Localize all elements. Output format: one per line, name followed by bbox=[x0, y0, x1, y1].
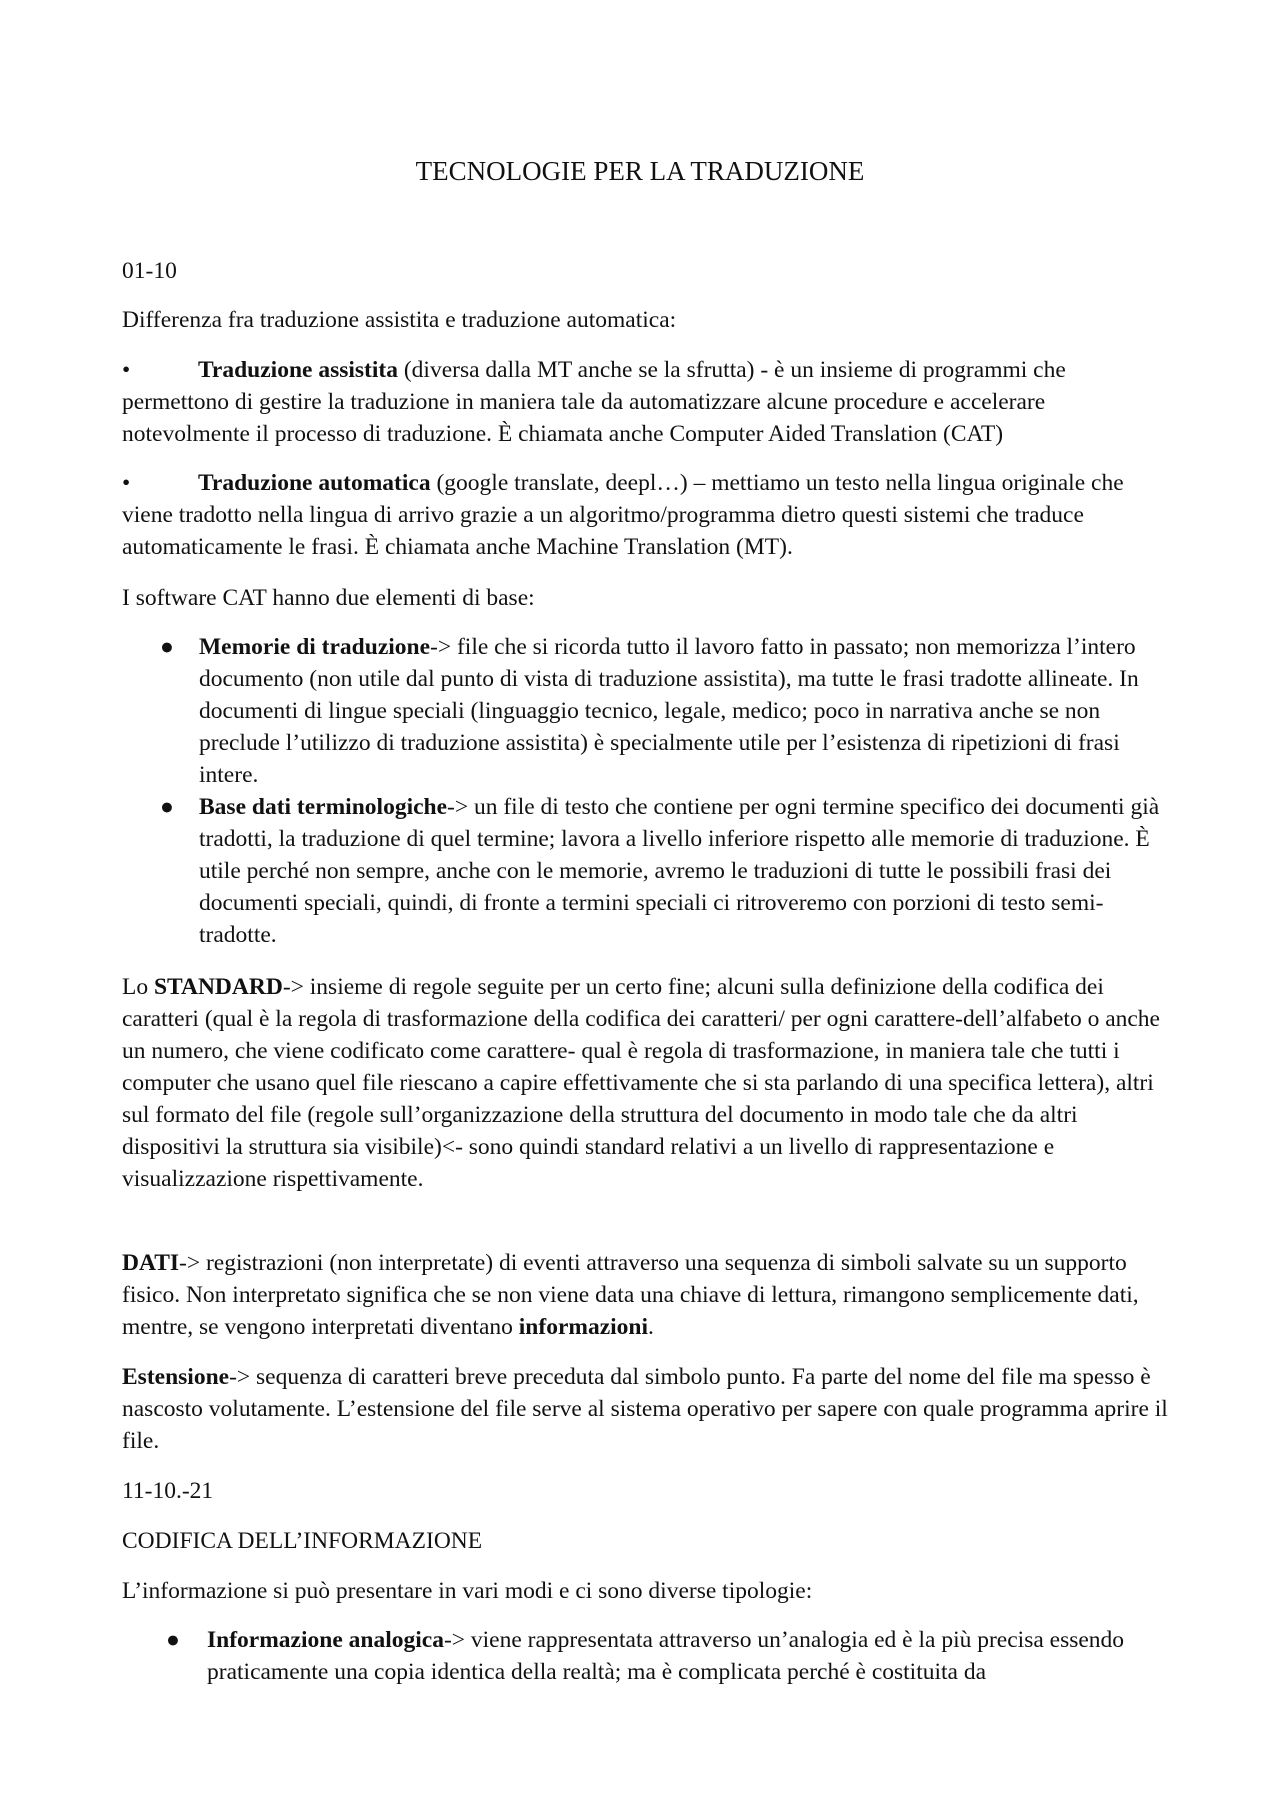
list-dot: ● bbox=[160, 634, 174, 659]
date-label-2: 11-10.-21 bbox=[122, 1478, 214, 1504]
term-info-analogica: Informazione analogica bbox=[207, 1627, 444, 1653]
cat-intro-paragraph: I software CAT hanno due elementi di base: bbox=[122, 585, 535, 611]
estensione-text: -> sequenza di caratteri breve preceduta dal simbolo punto. Fa parte del nome del file ma spesso è nascosto volutamente. L’estensione del file serve al sistema operativo per sapere con quale programma aprire il file. bbox=[122, 1364, 1168, 1454]
section-heading: CODIFICA DELL’INFORMAZIONE bbox=[122, 1528, 483, 1554]
list-dot: ● bbox=[160, 794, 174, 819]
intro-paragraph: Differenza fra traduzione assistita e traduzione automatica: bbox=[122, 307, 677, 333]
dati-paragraph bbox=[122, 1247, 1172, 1343]
term-traduzione-assistita: Traduzione assistita bbox=[198, 357, 398, 383]
list-item-text: -> viene rappresentata attraverso un’analogia ed è la più precisa essendo praticamente una copia identica della realtà; ma è complicata perché è costituita da bbox=[207, 1627, 1125, 1685]
term-estensione: Estensione bbox=[122, 1364, 230, 1390]
list-dot: ● bbox=[166, 1627, 180, 1652]
bullet-traduzione-automatica bbox=[122, 467, 1172, 563]
list-item-info-analogica bbox=[207, 1624, 1174, 1688]
dati-text: -> registrazioni (non interpretate) di eventi attraverso una sequenza di simboli salvate su un supporto fisico. Non interpretato significa che se non viene data una chiave di lettura, rimangono semplicemente dati, mentre, se vengono interpretati diventano bbox=[122, 1250, 1139, 1340]
estensione-paragraph bbox=[122, 1361, 1172, 1457]
dati-end: . bbox=[648, 1314, 654, 1340]
term-base-dati: Base dati terminologiche bbox=[199, 794, 448, 820]
standard-text: -> insieme di regole seguite per un certo fine; alcuni sulla definizione della codifica dei caratteri (qual è la regola di trasformazione della codifica dei caratteri/ per ogni carattere-dell’alfabeto o anche un numero, che viene codificato come carattere- qual è regola di trasformazione, in maniera tale che tutti i computer che usano quel file riescano a capire effettivamente che si sta parlando di una specifica lettera), altri sul formato del file (regole sull’organizzazione della struttura del documento in modo tale che da altri dispositivi la struttura sia visibile)<- sono quindi standard relativi a un livello di rappresentazione e visualizzazione rispettivamente. bbox=[122, 974, 1160, 1192]
date-label: 01-10 bbox=[122, 258, 177, 284]
page-title: TECNOLOGIE PER LA TRADUZIONE bbox=[415, 156, 865, 186]
term-standard: STANDARD bbox=[153, 974, 283, 1000]
list-item-base-dati bbox=[199, 791, 1174, 951]
term-traduzione-automatica: Traduzione automatica bbox=[198, 470, 431, 496]
bullet-text: (google translate, deepl…) – mettiamo un testo nella lingua originale che viene tradotto nella lingua di arrivo grazie a un algoritmo/programma dietro questi sistemi che traduce automaticamente le frasi. È chiamata anche Machine Translation (MT). bbox=[122, 470, 1124, 560]
list-item-memorie bbox=[199, 631, 1174, 791]
list-item-text: -> file che si ricorda tutto il lavoro fatto in passato; non memorizza l’intero documento (non utile dal punto di vista di traduzione assistita), ma tutte le frasi tradotte allineate. In documenti di lingue speciali (linguaggio tecnico, legale, medico; poco in narrativa anche se non preclude l’utilizzo di traduzione assistita) è specialmente utile per l’esistenza di ripetizioni di frasi intere. bbox=[199, 634, 1139, 788]
bullet-traduzione-assistita bbox=[122, 354, 1172, 450]
term-memorie: Memorie di traduzione bbox=[199, 634, 431, 660]
bullet-marker: • bbox=[122, 357, 131, 383]
list-item-text: -> un file di testo che contiene per ogni termine specifico dei documenti già tradotti, la traduzione di quel termine; lavora a livello inferiore rispetto alle memorie di traduzione. È utile perché non sempre, anche con le memorie, avremo le traduzioni di tutte le possibili frasi dei documenti speciali, quindi, di fronte a termini speciali ci ritroveremo con porzioni di testo semi-tradotte. bbox=[199, 794, 1160, 948]
info-intro-paragraph: L’informazione si può presentare in vari modi e ci sono diverse tipologie: bbox=[122, 1578, 813, 1604]
bullet-text: (diversa dalla MT anche se la sfrutta) - è un insieme di programmi che permettono di gestire la traduzione in maniera tale da automatizzare alcune procedure e accelerare notevolmente il processo di traduzione. È chiamata anche Computer Aided Translation (CAT) bbox=[122, 357, 1066, 447]
bullet-marker: • bbox=[122, 470, 131, 496]
standard-paragraph bbox=[122, 971, 1172, 1195]
term-dati: DATI bbox=[122, 1250, 180, 1276]
standard-prefix: Lo bbox=[122, 974, 154, 1000]
term-informazioni: informazioni bbox=[518, 1314, 649, 1340]
